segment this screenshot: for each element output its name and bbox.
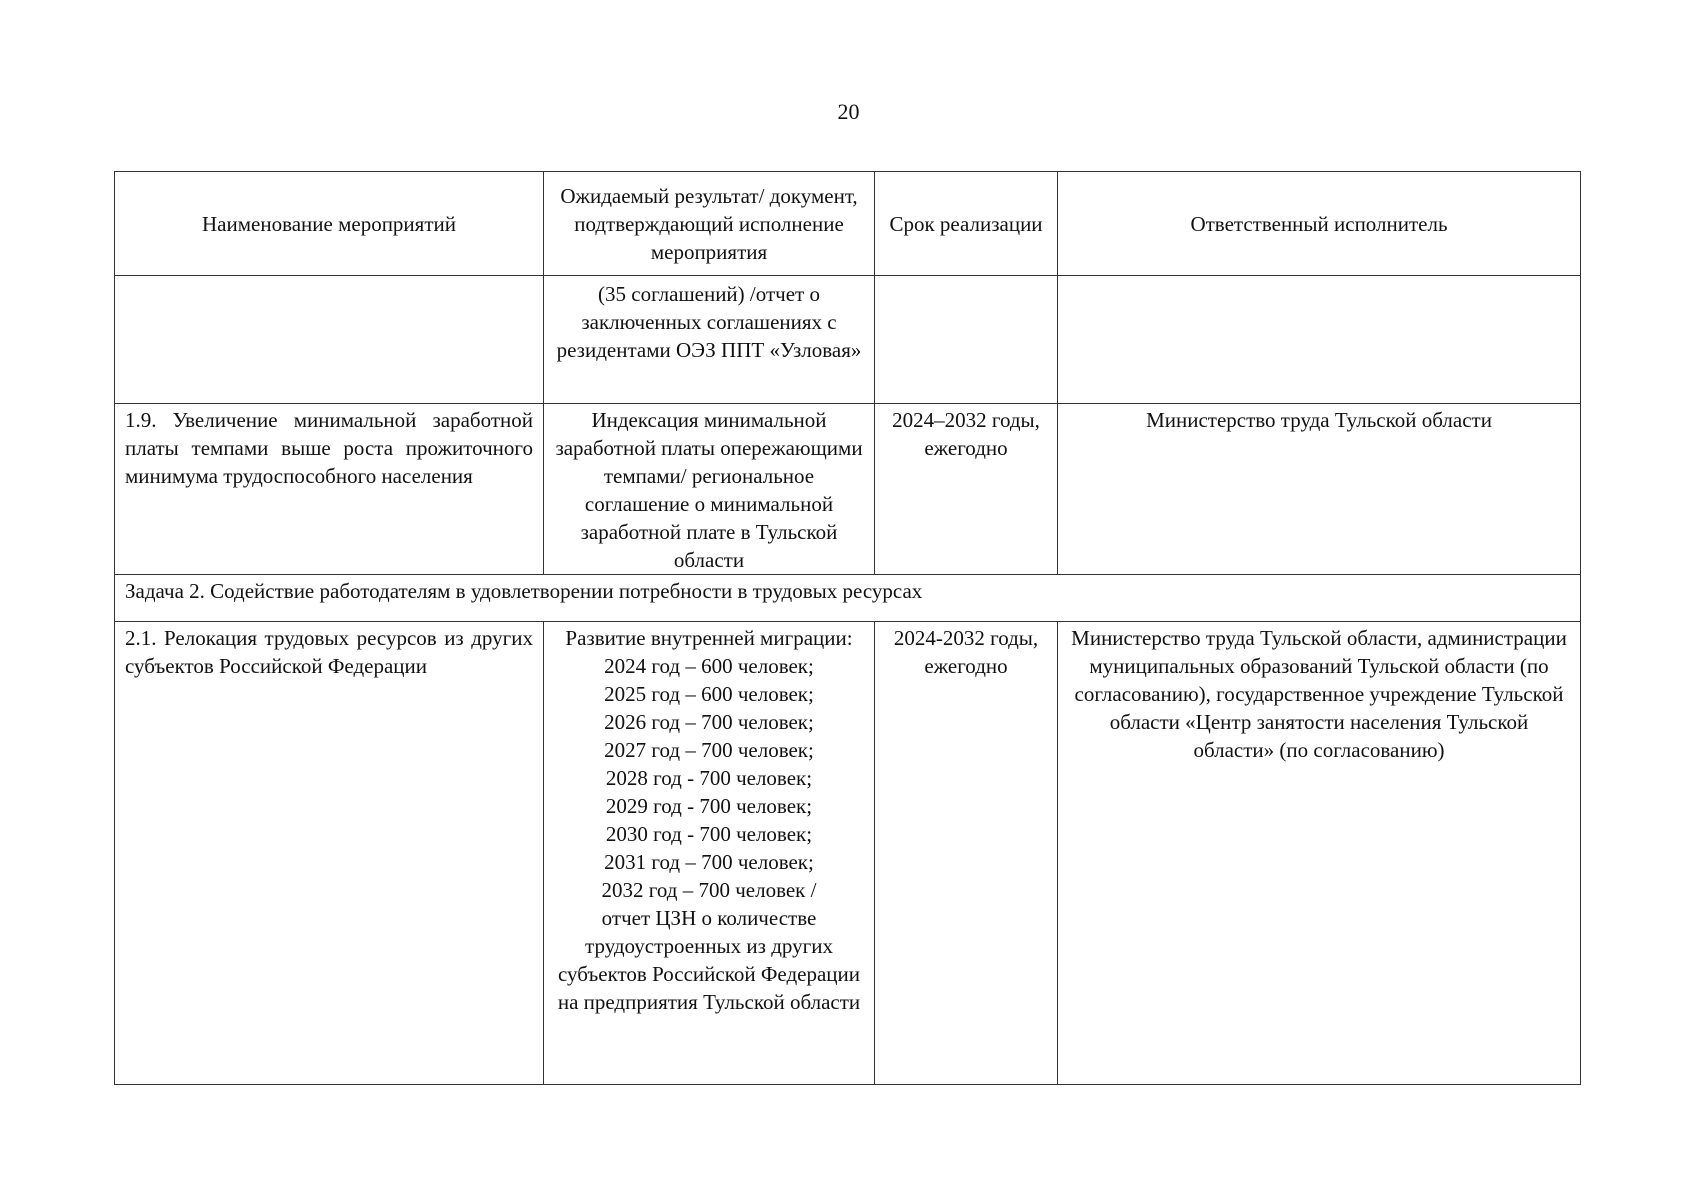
header-term: Срок реализации	[875, 172, 1058, 276]
result-outro: отчет ЦЗН о количестве трудоустроенных из других субъектов Российской Федерации на предприятия Тульской области	[557, 906, 861, 1014]
cell-term	[875, 276, 1058, 404]
result-intro: Развитие внутренней миграции:	[565, 626, 853, 650]
cell-name	[115, 276, 544, 404]
page-number: 20	[837, 99, 860, 124]
result-year-line: 2024 год – 600 человек;	[604, 654, 814, 678]
header-activity-name: Наименование мероприятий	[115, 172, 544, 276]
cell-result	[544, 622, 875, 1085]
table-header-row	[115, 172, 1581, 276]
result-year-line: 2027 год – 700 человек;	[604, 738, 814, 762]
table-row	[115, 622, 1581, 1085]
cell-name: 1.9. Увеличение минимальной заработной платы темпами выше роста прожиточного минимума трудоспособного населения	[115, 404, 544, 575]
table-row	[115, 404, 1581, 575]
header-expected-result: Ожидаемый результат/ документ, подтверждающий исполнение мероприятия	[544, 172, 875, 276]
result-year-line: 2028 год - 700 человек;	[605, 766, 813, 790]
cell-term: 2024-2032 годы, ежегодно	[875, 622, 1058, 1085]
result-year-line: 2032 год – 700 человек /	[601, 878, 817, 902]
cell-executor: Министерство труда Тульской области	[1058, 404, 1581, 575]
cell-result: (35 соглашений) /отчет о заключенных соглашениях с резидентами ОЭЗ ППТ «Узловая»	[544, 276, 875, 404]
cell-name: 2.1. Релокация трудовых ресурсов из других субъектов Российской Федерации	[115, 622, 544, 1085]
cell-result: Индексация минимальной заработной платы опережающими темпами/ региональное соглашение о минимальной заработной плате в Тульской области	[544, 404, 875, 575]
result-year-line: 2026 год – 700 человек;	[604, 710, 814, 734]
result-year-line: 2031 год – 700 человек;	[604, 850, 814, 874]
cell-executor	[1058, 276, 1581, 404]
result-year-line: 2030 год - 700 человек;	[605, 822, 813, 846]
cell-term: 2024–2032 годы, ежегодно	[875, 404, 1058, 575]
activities-table	[114, 171, 1581, 1085]
task-row	[115, 575, 1581, 622]
result-year-line: 2025 год – 600 человек;	[604, 682, 814, 706]
task-heading: Задача 2. Содействие работодателям в удовлетворении потребности в трудовых ресурсах	[115, 575, 1581, 622]
result-year-line: 2029 год - 700 человек;	[605, 794, 813, 818]
header-executor: Ответственный исполнитель	[1058, 172, 1581, 276]
table-row	[115, 276, 1581, 404]
cell-executor: Министерство труда Тульской области, администрации муниципальных образований Тульской области (по согласованию), государственное учреждение Тульской области «Центр занятости населения Тульской области» (по согласованию)	[1058, 622, 1581, 1085]
